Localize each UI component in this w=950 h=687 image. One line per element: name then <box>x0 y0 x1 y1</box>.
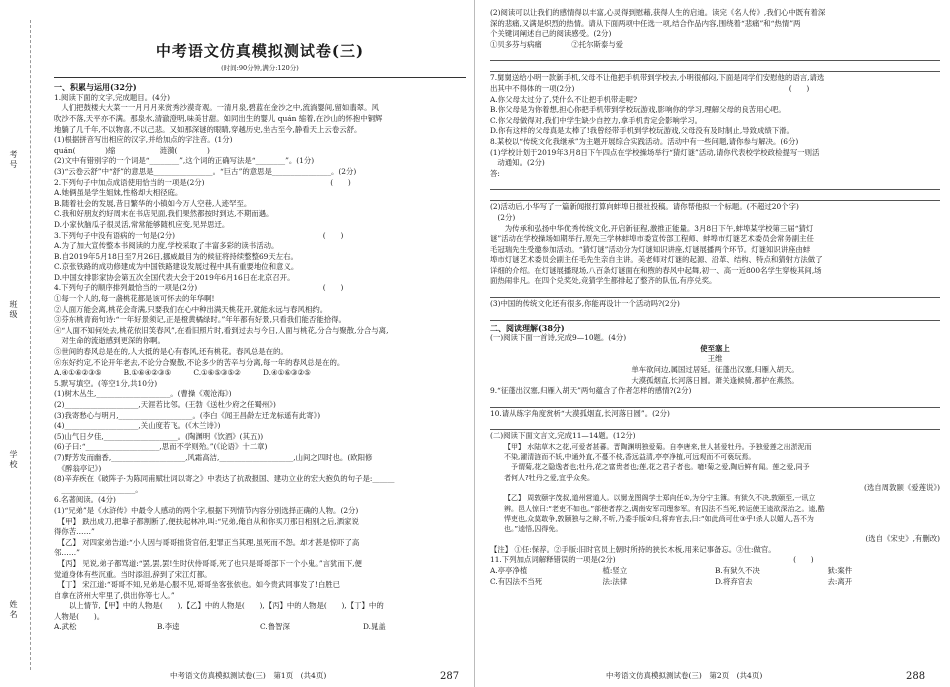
question-line: (5)山气日夕佳,____________________。(陶渊明《饮酒》(其五)) <box>54 431 264 441</box>
question-line: 自拿在济州大牢里了,供出你等七人。” <box>54 590 175 600</box>
question: 10.请从练字角度赏析“大漠孤烟直,长河落日圆”。(2分) <box>490 408 670 418</box>
gutter-label-exam-no: 考号 <box>9 150 18 170</box>
question-line: 【甲】 跌出成刀,把靠子都割断了,便扶起林冲,叫:“兄弟,俺自从和你买刀那日相别之后,洒家说 <box>54 516 359 526</box>
question-list <box>54 93 466 623</box>
passage-line: 者何人?牡丹之爱,宜乎众矣。 <box>504 473 594 482</box>
option: 去:离开 <box>827 576 853 586</box>
left-column <box>54 8 466 633</box>
section-heading: 一、积累与运用(32分) <box>54 82 137 93</box>
passage-line: 不染,濯清涟而不妖,中通外直,不蔓不枝,香远益清,亭亭净植,可远观而不可亵玩焉。 <box>504 453 756 462</box>
question-line: ①每一个人的,每一盏桃花都是该可怀去的年华啊! <box>54 294 215 304</box>
gutter-label-name: 姓名 <box>9 600 18 620</box>
option: D.将弃官去 <box>715 576 753 586</box>
question-line: (3)“云卷云舒”中“舒”的意思是________________。“巨古”的意思是________________。(2分) <box>54 166 357 176</box>
question-line: 【乙】 对四家弟告道:“小人因与哥哥拙货官佰,犯罪正当其理,虽死而不怨。却才甚是惊吓了高 <box>54 537 360 547</box>
question-line: 动通知。(2分) <box>490 158 545 168</box>
right-page <box>476 0 950 687</box>
poem-title: 使至塞上 <box>700 343 730 353</box>
passage-line: 【甲】 水陆草木之花,可爱者甚蕃。晋陶渊明独爱菊。自李唐来,世人甚爱牡丹。予独爱莲之出淤泥而 <box>504 443 812 451</box>
option: C.鲁智深 <box>260 622 290 632</box>
passage-line: 辨。邑人惊曰:“老吏不如也。”部使者荐之,调南安军司理参军。有囚法不当死,转运使王逵欲深治之。逵,酷 <box>504 504 825 513</box>
sub-heading: (二)阅读下面文言文,完成11—14题。(12分) <box>490 431 636 441</box>
question-line: A.她俩虽是学生姐妹,性格却大相径庭。 <box>54 188 183 198</box>
question-line: 得你苦……” <box>54 527 95 537</box>
question-line: 面热闹非凡。在四个兑奖处,竞猜学生都排起了整齐的队伍,有序兑奖。 <box>490 276 717 286</box>
answer-label: 答: <box>490 168 500 178</box>
options-row <box>490 577 940 588</box>
answer-line <box>490 420 940 430</box>
question-line: (2)阅读可以让我们的感情得以丰富,心灵得到慰藉,获得人生的启迪。读完《名人传》,我们心中既有着深 <box>490 8 826 17</box>
question-line: (6)子曰:“____________________,思而不学则殆。”(《论语》十二章) <box>54 442 268 452</box>
section-heading: 二、阅读理解(38分) <box>490 322 565 333</box>
question-line: D.你有这样的父母真是太棒了!我曾经带手机到学校玩游戏,父母没有及时制止,导致成绩下滑。 <box>490 126 794 136</box>
exam-title: 中考语文仿真模拟测试卷(三) <box>155 42 365 60</box>
question-line: (1)“兄弟”是《水浒传》中最令人感动的两个字,根据下列情节内容分别选择正确的人物。(2分) <box>54 505 359 515</box>
question-line: 详细的介绍。在灯谜展播现场,八百条灯谜面在和煦的春风中起舞,初一、高一近800名学生穿梭其间,场 <box>490 265 822 275</box>
question-line: 8.某校以“传统文化我继承”为主题开展综合实践活动。活动中有一些问题,请你参与解决。(6分) <box>490 136 799 146</box>
question-line: C.京张铁路的成功修建成为中国铁路建设发展过程中具有重要地位和意义。 <box>54 262 299 272</box>
question-line: 5.默写填空。(等空1分,共10分) <box>54 378 158 388</box>
right-column <box>490 8 940 587</box>
question-line: quán( )缩 涟漪( ) <box>54 145 210 155</box>
question-line: 4.下列句子的顺序排列最恰当的一项是(2分) ( ) <box>54 283 344 293</box>
source-note: (选自《宋史》,有删改) <box>865 534 940 544</box>
question-line: (2)活动后,小华写了一篇新闻报打算向蚌埠日报社投稿。请你帮他拟一个标题。(不超过20个字) <box>490 202 799 212</box>
question-line: (1)学校计划于2019年3月8日下午四点在学校操场举行“猜灯谜”活动,请你代表校学校政检提写一则活 <box>490 147 820 157</box>
poem-author: 王维 <box>707 354 723 364</box>
question-line: (2)____________________,天涯若比邻。(王勃《送杜少府之任蜀州》) <box>54 400 276 409</box>
question-line: 毛冠瑞先生受邀参加活动。“猜灯谜”活动分为灯谜知识讲座,灯谜展播两个环节。灯谜知识讲座由蚌 <box>490 244 811 254</box>
answer-line <box>490 311 940 321</box>
option: C.有囚法不当死 <box>490 576 543 586</box>
question-line: A.为了加大宣传整本书阅读的力度,学校采取了丰富多彩的读书活动。 <box>54 241 279 251</box>
question-line: (2)文中有错别字的一个词是“________”,这个词的正确写法是“________”。(1分) <box>54 156 315 166</box>
question: (3)中国的传统文化还有很多,你能再设计一个活动吗?(2分) <box>490 299 680 309</box>
question-line: C.你父母做得对,我们中学生缺少自控力,拿手机肯定会影响学习。 <box>490 115 702 125</box>
question-line: (7)野芳发而幽香,____________________,风霜高洁,____________________,山间之四时也。(欧阳修 <box>54 452 373 462</box>
question-line: 《醉翁亭记》) <box>54 463 102 473</box>
question-line: 出其中不得体的一项(2分) ( ) <box>490 83 810 93</box>
question: 11.下列加点词解释错误的一项是(2分) ( ) <box>490 555 814 565</box>
gutter-label-class: 班级 <box>9 300 18 320</box>
question-line: D.小家伙脑瓜子很灵活,常常能够随机应变,见异思迁。 <box>54 219 230 229</box>
passage-b <box>490 493 940 534</box>
question-line: B.随着社会的发展,昔日繁华的小镇如今万人空巷,人迹罕至。 <box>54 198 252 208</box>
option: B.李逵 <box>157 622 180 632</box>
question-block <box>490 202 940 287</box>
question-line: 谜”活动在学校操场如期举行,原先三学林蚌埠市委宣传部工程师、蚌埠市灯谜艺术委员会常务副主任 <box>490 234 814 244</box>
question-line: 人物是( )。 <box>54 611 105 621</box>
option: D.晁盖 <box>363 622 386 632</box>
page-number: 288 <box>906 671 926 682</box>
question-line: 2.下列句子中加点成语使用恰当的一项是(2分) ( ) <box>54 177 351 187</box>
question-line: 邻……” <box>54 548 80 558</box>
question-line: ____________________。 <box>54 484 143 494</box>
options-row <box>490 566 940 577</box>
question-line: B.你父母是为你着想,担心你把手机带到学校玩游戏,影响你的学习,理解父母的良苦用心吧。 <box>490 105 786 115</box>
passage-a <box>490 442 940 483</box>
question-line: 吹沙不落,天平亦不满。那泉水,清澈澄明,味美甘甜。如同出生的婴儿 quán 缩着,在沙山的怀抱中铜辉 <box>54 113 383 123</box>
page-number: 287 <box>440 671 460 682</box>
page-footer: 中考语文仿真模拟测试卷(三) 第1页 (共4页) <box>170 671 327 680</box>
option: A.亭亭净植 <box>490 566 528 575</box>
question-line: ④“人面不知何处去,桃花依旧笑春风”,在看旧照片时,看到过去与今日,人面与桃花,分合与聚散,分合与离, <box>54 325 389 335</box>
passage-line: 悍吏也,众莫敢争,敦颐独与之辩,不听,乃委手版②归,将弃官去,曰:“如此尚可仕③乎!杀人以媚人,吾不为 <box>504 514 814 523</box>
question-line: B.自2019年5月18日至7月26日,挪威最目为的候征将持续整整69天左右。 <box>54 251 298 261</box>
question-line: (3)我寄愁心与明月,____________________。(李白《闻王昌龄左迁龙标遥有此寄》) <box>54 410 321 420</box>
question-line: A.你父母太过分了,凭什么不让把手机带走呢? <box>490 94 638 104</box>
question-line: 以上情节,【甲】中的人物是( ),【乙】中的人物是( ),【丙】中的人物是( ),【丁】中的 <box>54 601 384 611</box>
question-line: 为传承和弘扬中华优秀传统文化,开启新征程,激推正能量。3月8日下午,蚌埠某学校第三届“猜灯 <box>490 223 814 233</box>
question-line: 【丁】 宋江道:“哥哥不知,兄弟是心服不见,哥哥坐客张依也。如今贵武同事发了!白胜已 <box>54 580 341 590</box>
answer-line <box>490 51 940 61</box>
page-footer: 中考语文仿真模拟测试卷(三) 第2页 (共4页) <box>606 671 763 680</box>
option: B.有狱久不决 <box>715 566 760 575</box>
poem-line: 大漠孤烟直,长河落日圆。萧关逢候骑,都护在燕然。 <box>631 375 799 385</box>
question-line: (4)____________________,关山度若飞。(《木兰诗》) <box>54 421 221 431</box>
option: 狱:案件 <box>827 566 853 575</box>
option: A.武松 <box>54 622 77 632</box>
poem-line: 单车欲问边,属国过居延。征蓬出汉塞,归雁入胡天。 <box>631 365 799 375</box>
question-block <box>490 73 940 168</box>
passage-line: 予谓菊,花之隐逸者也;牡丹,花之富贵者也;莲,花之君子者也。噫!菊之爱,陶后鲜有闻。莲之爱,同予 <box>504 463 810 472</box>
question-line: ①贝多芬与病痛 ②托尔斯泰与爱 <box>490 39 624 49</box>
answer-line <box>490 180 940 190</box>
binding-gutter <box>0 0 42 687</box>
gutter-label-school: 学校 <box>9 450 18 470</box>
question-line: ②人面万能会离,桃花会奇满,只要我们在心中种出满天桃花开,就能永远与春风相约。 <box>54 304 328 314</box>
question-line: 个关键词阐述自己的阅读感受。(2分) <box>490 29 612 39</box>
option: 法:法律 <box>602 576 628 586</box>
source-note: (选自周敦颐《爱莲说》) <box>864 482 940 492</box>
answer-line <box>490 191 940 201</box>
question-line: 埠市灯谜艺术委员会副主任毛先生亲自主讲。美老师对灯谜的起源、沿革、结构、特点和猜射方法做了 <box>490 255 823 265</box>
passage-line: 【乙】 周敦颐字茂叔,道州营道人。以舅龙图阁学士郑向任①,为分宁主簿。有狱久不决,敦颐至,一讯立 <box>504 494 816 503</box>
question-line: 3.下列句子中没有语病的一句是(2分) ( ) <box>54 230 344 240</box>
question-line: D.中国女排影家协会第五次全国代表大会于2019年6月16日在北京召开。 <box>54 272 295 282</box>
question-line: ⑤世间的春风总是在的,人大抵的是心有春风,还有桃花。春风总是在的。 <box>54 347 288 357</box>
question-line: 对生命的流逝感到更深的你啊。 <box>54 336 165 346</box>
question-block <box>490 8 940 50</box>
question-line: 深的悲痛,又满是炽烈的热情。请从下面两项中任选一项,结合作品内容,围绕着“悲痛”和“热情”两 <box>490 18 801 28</box>
question-line: (1)树木丛生,____________________。(曹操《观沧海》) <box>54 389 232 399</box>
question-line: 6.名著阅读。(4分) <box>54 495 116 505</box>
option: 植:竖立 <box>602 566 628 575</box>
answer-line <box>490 398 940 408</box>
question-line: 觉道身体有些沉重。当时添泪,辞到了宋江灯都。 <box>54 569 212 579</box>
question-line: (1)根据拼音写出相应的汉字,并给加点的字注音。(1分) <box>54 135 233 145</box>
answer-line <box>490 62 940 72</box>
question: 9.“征蓬出汉塞,归雁入胡天”两句蕴含了作者怎样的感情?(2分) <box>490 386 692 396</box>
question-line: 7.舅舅送给小明一款新手机,父母不让他把手机带到学校去,小明很郁闷,下面是同学们安慰他的语言,请选 <box>490 73 825 83</box>
passage-line: 也。”逵悟,囚得免。 <box>504 525 563 534</box>
question-line: (2分) <box>490 212 516 222</box>
sub-heading: (一)阅读下面一首诗,完成9—10题。(4分) <box>490 333 627 343</box>
exam-subtitle: (时间:90分钟,满分:120分) <box>54 63 466 79</box>
question-line: ③芬东桃青商句诗:“一年好景须记,正是橙黄橘绿时。”年年都有好景,只看我们能否能拾得。 <box>54 315 346 325</box>
annotation: 【注】 ①任:保荐。②手版:旧时官员上朝时所持的狭长木板,用来记事备忘。③仕:做官。 <box>490 544 776 554</box>
question-line: A.④①⑥②③⑤ B.①⑥④②③⑤ C.①⑥⑤③⑤② D.④①⑥③②⑤ <box>54 368 311 378</box>
options-row <box>54 622 466 633</box>
question-line: 1.阅读下面的文字,完成题目。(4分) <box>54 92 170 102</box>
question-line: 【丙】 见说,弟子都骂道:“罢,罢,罢!生时伏侍哥哥,死了也只是哥哥部下一个小鬼。”言犹而下,便 <box>54 558 362 568</box>
question-line: C.我和好朋友约好周末在书店见面,我们果然都按时到达,不期而遇。 <box>54 209 274 219</box>
answer-line <box>490 288 940 298</box>
question-line: (8)辛弃疾在《破阵子·为陈同甫赋壮词以寄之》中表达了抗敌报国、建功立业的宏大抱负的句子是:______ <box>54 474 395 484</box>
question-line: 地躺了几千年,不以物喜,不以己悲。又如那深谜的眼睛,穿越历史,坐古至今,静看天上云卷云舒。 <box>54 124 362 134</box>
question-line: ⑥东好约定,不论开年老去,不论分合聚散,不论多少的苦辛与分离,每一年的春风总是在的。 <box>54 357 345 367</box>
cut-line <box>30 20 31 670</box>
question-line: 人们把鼓楼大大菜一一月月月来赏秀沙漠奇观。一清月泉,碧蓝在金沙之中,流淌婴间,留如翡翠。风 <box>54 103 379 113</box>
